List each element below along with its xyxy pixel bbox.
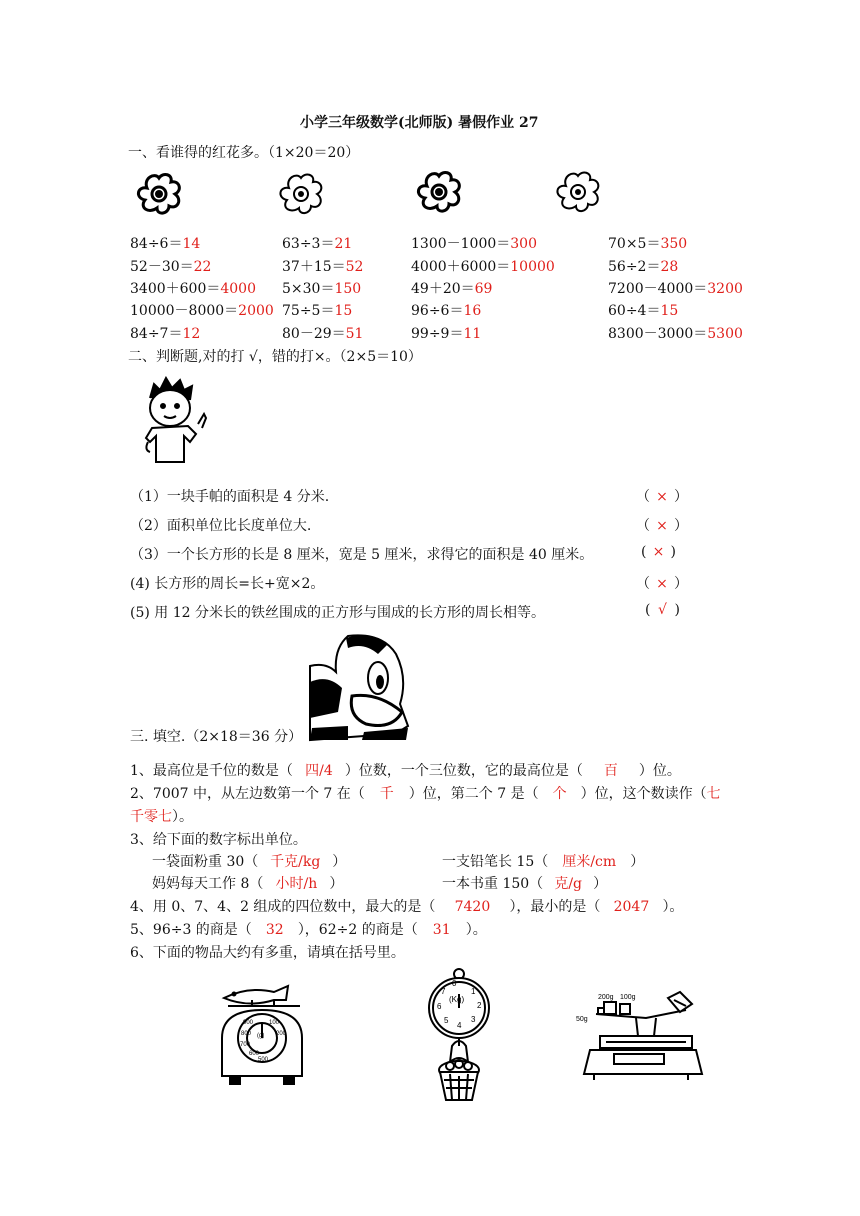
judgement-statement: (4) 长方形的周长=长+宽×2。	[130, 576, 325, 592]
arithmetic-question: 60÷4＝	[608, 303, 661, 319]
kitchen-scale-illustration	[218, 982, 308, 1088]
clock-unit-label: (Kg)	[449, 995, 465, 1004]
answer: 2047	[613, 899, 650, 915]
dial-label: 900	[243, 1020, 254, 1026]
boy-illustration	[140, 376, 212, 468]
answer: 七	[706, 786, 721, 802]
arithmetic-answer: 5300	[707, 326, 743, 342]
arithmetic-answer: 51	[345, 326, 364, 342]
arithmetic-answer: 21	[334, 236, 353, 252]
flower-icon	[413, 170, 465, 214]
svg-text:6: 6	[437, 1002, 442, 1011]
arithmetic-item	[411, 300, 481, 320]
arithmetic-item	[411, 233, 537, 253]
arithmetic-item	[282, 233, 352, 253]
arithmetic-question: 3400＋600＝	[130, 281, 221, 297]
answer: 7420	[454, 899, 491, 915]
arithmetic-answer: 4000	[220, 281, 256, 297]
arithmetic-answer: 28	[660, 259, 679, 275]
arithmetic-item	[411, 323, 481, 343]
arithmetic-question: 5×30＝	[282, 281, 335, 297]
judgement-answer-box: ( √ )	[645, 602, 680, 618]
answer: 克/g	[554, 876, 583, 892]
dial-label: 600	[249, 1051, 260, 1057]
arithmetic-item	[608, 300, 678, 320]
fill-q3-a: 一袋面粉重 30（ 千克/kg ）	[152, 851, 346, 871]
judgement-statement: （2）面积单位比长度单位大.	[130, 518, 312, 534]
judgement-answer: √	[658, 602, 667, 618]
arithmetic-answer: 69	[474, 281, 493, 297]
judgement-answer-box: （ × ）	[636, 489, 688, 505]
section3-heading: 三. 填空.（2×18＝36 分）	[130, 729, 303, 745]
fill-q4: 4、用 0、7、4、2 组成的四位数中，最大的是（ 7420 ），最小的是（ 2047 ）。	[130, 899, 684, 915]
arithmetic-item	[608, 233, 687, 253]
arithmetic-question: 52－30＝	[130, 259, 194, 275]
arithmetic-question: 49＋20＝	[411, 281, 475, 297]
dial-label: 200	[276, 1031, 287, 1037]
flower-icon	[133, 172, 185, 216]
flower-icon	[552, 170, 604, 214]
arithmetic-question: 1300－1000＝	[411, 236, 511, 252]
weight-label: 50g	[576, 1016, 588, 1023]
arithmetic-question: 80－29＝	[282, 326, 346, 342]
arithmetic-item	[282, 300, 352, 320]
fill-q1: 1、最高位是千位的数是（ 四/4 ）位数，一个三位数，它的最高位是（ 百 ）位。	[130, 760, 681, 780]
arithmetic-item	[411, 278, 492, 298]
arithmetic-question: 96÷6＝	[411, 303, 464, 319]
arithmetic-answer: 10000	[510, 259, 555, 275]
section2-heading: 二、判断题,对的打 √，错的打×。（2×5＝10）	[128, 349, 422, 365]
page-title: 小学三年级数学(北师版) 暑假作业 27	[300, 115, 539, 131]
fill-q3-c: 妈妈每天工作 8（ 小时/h ）	[152, 873, 343, 893]
answer: 四/4	[305, 763, 333, 779]
arithmetic-answer: 22	[193, 259, 212, 275]
arithmetic-item	[608, 256, 678, 276]
svg-text:4: 4	[457, 1021, 462, 1030]
arithmetic-answer: 52	[345, 259, 364, 275]
arithmetic-question: 84÷6＝	[130, 236, 183, 252]
arithmetic-question: 84÷7＝	[130, 326, 183, 342]
judgement-answer: ×	[652, 544, 665, 560]
arithmetic-answer: 300	[510, 236, 537, 252]
answer: 个	[552, 786, 567, 802]
arithmetic-question: 56÷2＝	[608, 259, 661, 275]
judgement-answer-box: （ × ）	[636, 518, 688, 534]
svg-text:7: 7	[441, 987, 446, 996]
dial-label: 100	[269, 1020, 280, 1026]
balance-scale-illustration	[576, 990, 706, 1082]
arithmetic-item	[608, 323, 743, 343]
fill-q3-d: 一本书重 150（ 克/g ）	[442, 873, 607, 893]
arithmetic-item	[130, 256, 211, 276]
arithmetic-answer: 15	[334, 303, 353, 319]
arithmetic-item	[130, 278, 256, 298]
answer: 小时/h	[275, 876, 318, 892]
arithmetic-question: 8300－3000＝	[608, 326, 708, 342]
arithmetic-question: 63÷3＝	[282, 236, 335, 252]
answer: 千零七	[130, 809, 172, 825]
weight-label: 100g	[620, 994, 636, 1001]
answer: 31	[432, 922, 451, 938]
dial-label: 800	[241, 1031, 252, 1037]
arithmetic-answer: 3200	[707, 281, 743, 297]
answer: 千克/kg	[270, 854, 321, 870]
answer: 厘米/cm	[562, 854, 617, 870]
arithmetic-answer: 150	[334, 281, 362, 297]
fill-q5: 5、96÷3 的商是（ 32 ），62÷2 的商是（ 31 ）。	[130, 922, 487, 938]
arithmetic-answer: 16	[463, 303, 482, 319]
arithmetic-answer: 11	[463, 326, 482, 342]
arithmetic-answer: 12	[182, 326, 201, 342]
arithmetic-item	[130, 300, 274, 320]
arithmetic-question: 7200－4000＝	[608, 281, 708, 297]
arithmetic-item	[282, 323, 363, 343]
answer: 32	[265, 922, 284, 938]
judgement-statement: (5) 用 12 分米长的铁丝围成的正方形与围成的长方形的周长相等。	[130, 605, 545, 621]
duck-illustration	[308, 632, 412, 742]
arithmetic-question: 4000＋6000＝	[411, 259, 511, 275]
svg-text:0: 0	[452, 979, 457, 988]
arithmetic-item	[608, 278, 743, 298]
weight-label: 200g	[598, 994, 614, 1001]
svg-text:3: 3	[471, 1015, 476, 1024]
arithmetic-question: 75÷5＝	[282, 303, 335, 319]
arithmetic-answer: 350	[660, 236, 688, 252]
judgement-statement: （3）一个长方形的长是 8 厘米，宽是 5 厘米，求得它的面积是 40 厘米。	[130, 547, 594, 563]
flower-icon	[275, 172, 327, 216]
arithmetic-question: 37＋15＝	[282, 259, 346, 275]
judgement-statement: （1）一块手帕的面积是 4 分米.	[130, 489, 330, 505]
arithmetic-question: 99÷9＝	[411, 326, 464, 342]
svg-text:5: 5	[444, 1016, 449, 1025]
section1-heading: 一、看谁得的红花多。（1×20＝20）	[128, 145, 360, 161]
arithmetic-answer: 14	[182, 236, 201, 252]
arithmetic-item	[282, 256, 363, 276]
fill-q6-heading: 6、下面的物品大约有多重，请填在括号里。	[130, 945, 405, 961]
fill-q2-line1: 2、7007 中，从左边数第一个 7 在（ 千 ）位，第二个 7 是（ 个 ）位，这个数读作（七	[130, 783, 721, 803]
dial-label: 500	[258, 1057, 269, 1063]
dial-label: 700	[240, 1042, 251, 1048]
answer: 千	[379, 786, 394, 802]
fill-q3-heading: 3、给下面的数字标出单位。	[130, 832, 307, 848]
arithmetic-answer: 15	[660, 303, 679, 319]
answer: 百	[603, 763, 618, 779]
arithmetic-answer: 2000	[238, 303, 274, 319]
arithmetic-item	[282, 278, 361, 298]
dial-label: (g)	[257, 1033, 265, 1039]
arithmetic-question: 10000－8000＝	[130, 303, 239, 319]
judgement-answer: ×	[656, 576, 668, 592]
arithmetic-item	[130, 233, 200, 253]
svg-text:2: 2	[477, 1001, 482, 1010]
arithmetic-question: 70×5＝	[608, 236, 661, 252]
fill-q2-line2: 千零七）。	[130, 809, 193, 825]
svg-text:1: 1	[471, 987, 476, 996]
arithmetic-item	[130, 323, 200, 343]
judgement-answer-box: （ × ）	[636, 576, 688, 592]
judgement-answer: ×	[656, 518, 668, 534]
judgement-answer: ×	[656, 489, 668, 505]
spring-scale-illustration	[424, 966, 494, 1106]
arithmetic-item	[411, 256, 555, 276]
fill-q3-b: 一支铅笔长 15（ 厘米/cm ）	[442, 851, 644, 871]
judgement-answer-box: ( × )	[641, 544, 676, 560]
